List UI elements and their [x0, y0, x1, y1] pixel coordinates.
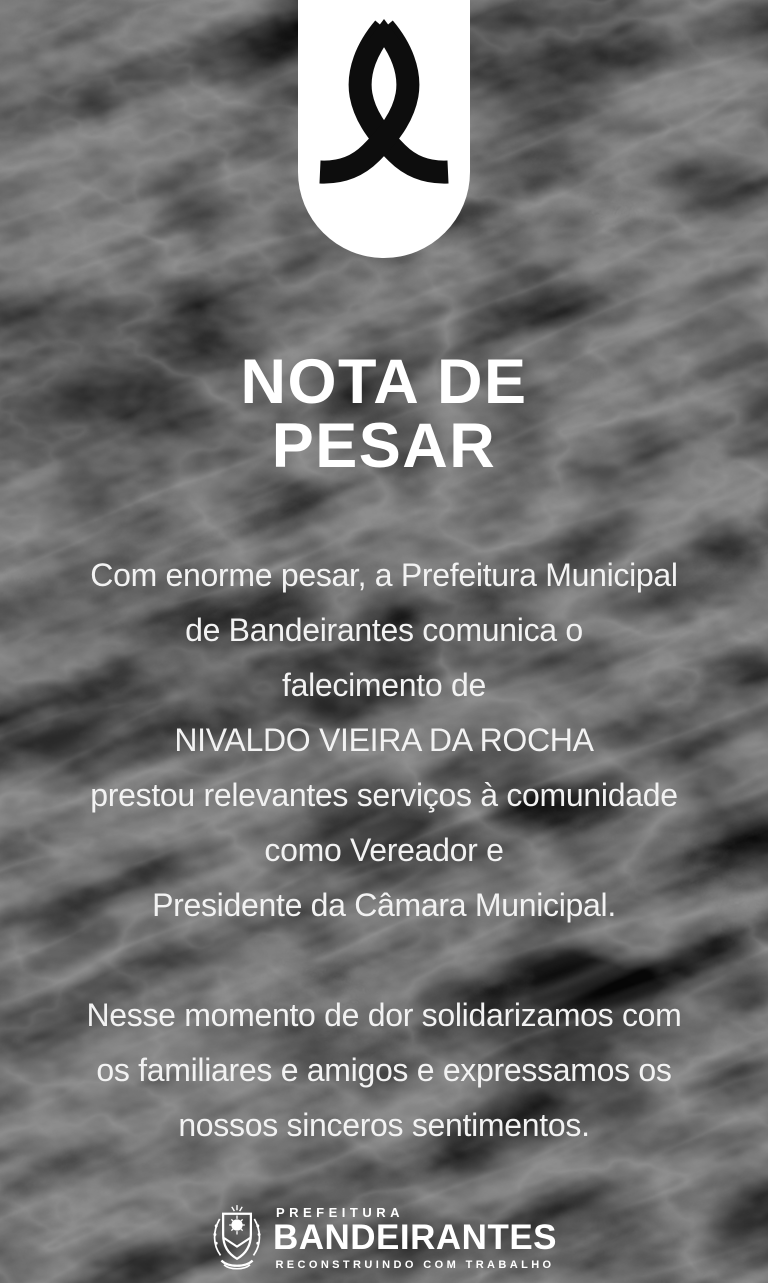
body-line: como Vereador e [264, 832, 504, 868]
footer-slogan: RECONSTRUINDO COM TRABALHO [275, 1258, 555, 1271]
mourning-ribbon-icon [309, 16, 459, 186]
body-line: Presidente da Câmara Municipal. [152, 887, 616, 923]
footer-logo [0, 1198, 768, 1278]
body-line: de Bandeirantes comunica o [185, 612, 583, 648]
title-line-1: NOTA DE [240, 347, 528, 417]
body-line: prestou relevantes serviços à comunidade [90, 777, 678, 813]
footer-city-name: BANDEIRANTES [272, 1218, 558, 1258]
footer-wordmark [273, 1205, 557, 1271]
title-line-2: PESAR [271, 411, 497, 481]
body-line: Com enorme pesar, a Prefeitura Municipal [90, 557, 678, 593]
city-crest-icon [211, 1203, 263, 1273]
body-line: nossos sinceros sentimentos. [178, 1107, 590, 1143]
announcement-paragraph [0, 548, 768, 933]
page-title [0, 347, 768, 481]
footer-prefeitura-label: PREFEITURA [275, 1205, 405, 1221]
ribbon-card [298, 0, 470, 258]
body-line: os familiares e amigos e expressamos os [96, 1052, 672, 1088]
condolences-paragraph [0, 988, 768, 1153]
deceased-name-line: NIVALDO VIEIRA DA ROCHA [174, 722, 594, 758]
body-line: Nesse momento de dor solidarizamos com [86, 997, 682, 1033]
body-line: falecimento de [282, 667, 486, 703]
